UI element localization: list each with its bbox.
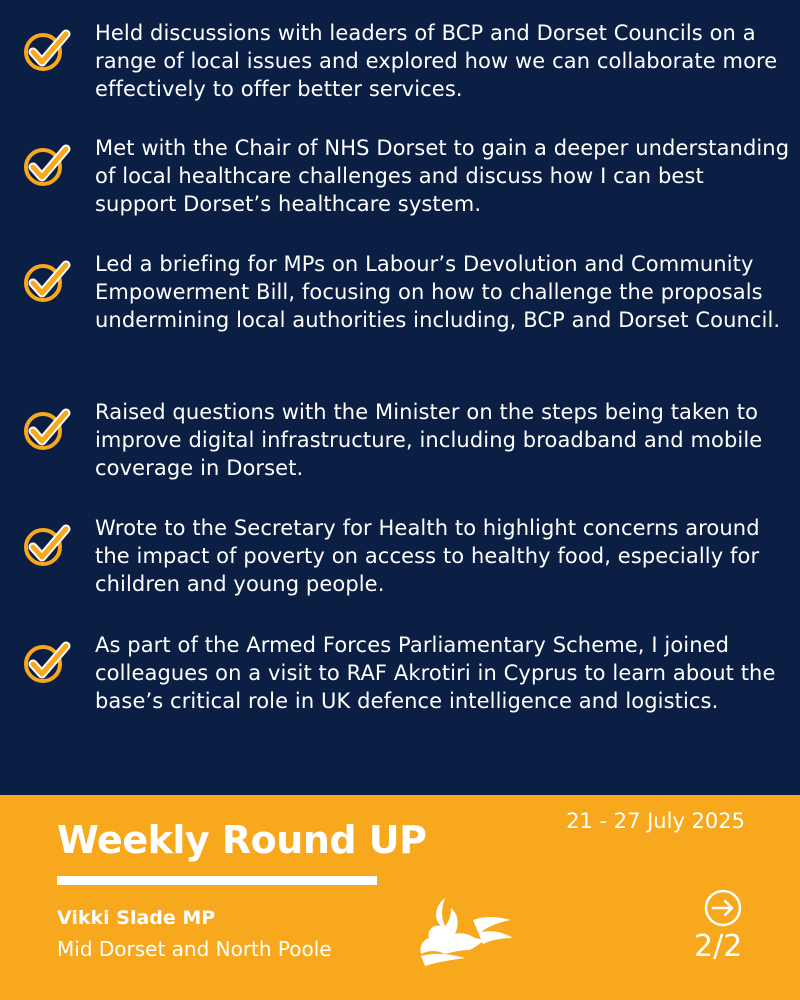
list-item-text: Raised questions with the Minister on the steps being taken to improve digital infrastructure, including broadband and mobile coverage in Dorset.	[95, 400, 763, 480]
arrow-right-circle-icon[interactable]	[703, 888, 743, 928]
checkmark-circle-icon	[22, 524, 74, 568]
page-number: 2/2	[694, 929, 743, 964]
checkmark-circle-icon	[22, 641, 74, 685]
list-item-text: Held discussions with leaders of BCP and Dorset Councils on a range of local issues and explored how we can collaborate more effectively to offer better services.	[95, 21, 778, 101]
liberal-democrats-bird-icon	[415, 890, 515, 970]
title-underline	[57, 876, 377, 885]
checkmark-circle-icon	[22, 144, 74, 188]
date-range: 21 - 27 July 2025	[566, 809, 745, 833]
page-title: Weekly Round UP	[57, 818, 427, 862]
checkmark-circle-icon	[22, 29, 74, 73]
list-item-text: As part of the Armed Forces Parliamentary Scheme, I joined colleagues on a visit to RAF Akrotiri in Cyprus to learn about the base’s critical role in UK defence intelligence and logistics.	[95, 633, 776, 713]
checkmark-circle-icon	[22, 260, 74, 304]
list-item-text: Wrote to the Secretary for Health to highlight concerns around the impact of poverty on access to healthy food, especially for children and young people.	[95, 516, 760, 596]
list-item-text: Led a briefing for MPs on Labour’s Devolution and Community Empowerment Bill, focusing on how to challenge the proposals undermining local authorities including, BCP and Dorset Council.	[95, 252, 781, 332]
checkmark-circle-icon	[22, 408, 74, 452]
list-item-text: Met with the Chair of NHS Dorset to gain a deeper understanding of local healthcare challenges and discuss how I can best support Dorset’s healthcare system.	[95, 136, 790, 216]
footer-banner	[0, 795, 800, 1000]
mp-name: Vikki Slade MP	[57, 907, 216, 929]
constituency: Mid Dorset and North Poole	[57, 937, 332, 961]
